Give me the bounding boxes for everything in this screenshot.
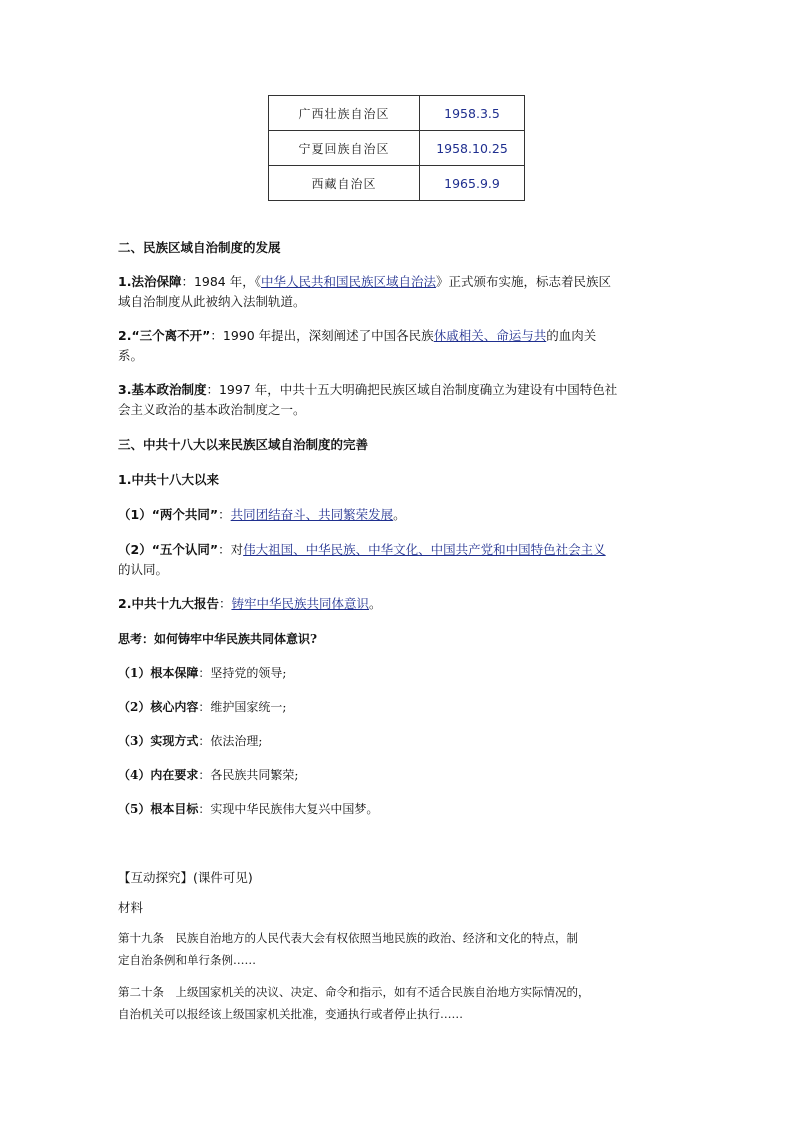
think-item-text: ：依法治理; [198, 734, 263, 748]
three-line2: 系。 [118, 348, 144, 363]
sub-heading-18th: 1.中共十八大以来 [118, 472, 219, 487]
two-commons-link: 共同团结奋斗、共同繁荣发展 [230, 507, 394, 522]
basic-label: 3.基本政治制度 [118, 382, 207, 397]
region-date: 1965.9.9 [420, 166, 525, 201]
think-item-label: （1）根本保障 [118, 666, 199, 680]
material-label: 材料 [118, 900, 144, 915]
region-name: 宁夏回族自治区 [269, 131, 420, 166]
think-item [118, 664, 678, 683]
think-item-text: ：维护国家统一; [198, 700, 287, 714]
table-row [269, 166, 525, 201]
think-item [118, 800, 678, 819]
region-name: 西藏自治区 [269, 166, 420, 201]
report-label: 2.中共十九大报告 [118, 596, 219, 611]
three-text-b: 的血肉关 [546, 328, 597, 343]
table-row [269, 131, 525, 166]
item-19th-report [118, 594, 678, 613]
three-text-a: ：1990 年提出，深刻阐述了中国各民族 [210, 328, 434, 343]
law-label: 1.法治保障 [118, 274, 182, 289]
think-item [118, 698, 678, 717]
think-item-text: ：各民族共同繁荣; [198, 768, 299, 782]
paragraph-basic-system [118, 380, 678, 399]
item-two-commons [118, 505, 678, 524]
article-19-line2: 定自治条例和单行条例…… [118, 953, 256, 967]
report-end: 。 [368, 596, 382, 611]
law-text-a: ：1984 年，《 [181, 274, 261, 289]
law-text-b: 》正式颁布实施，标志着民族区 [436, 274, 612, 289]
think-item-label: （4）内在要求 [118, 768, 199, 782]
two-commons-end: 。 [393, 507, 406, 522]
five-identities-sep: ：对 [218, 542, 244, 557]
three-label: 2.“三个离不开” [118, 328, 211, 343]
think-item-text: ：实现中华民族伟大复兴中国梦。 [198, 802, 379, 816]
think-item-label: （5）根本目标 [118, 802, 199, 816]
basic-text-a: ：1997 年，中共十五大明确把民族区域自治制度确立为建设有中国特色社 [206, 382, 618, 397]
basic-line2: 会主义政治的基本政治制度之一。 [118, 402, 306, 417]
law-line2: 域自治制度从此被纳入法制轨道。 [118, 294, 306, 309]
region-name: 广西壮族自治区 [269, 96, 420, 131]
five-identities-link: 伟大祖国、中华民族、中华文化、中国共产党和中国特色社会主义 [243, 542, 606, 557]
five-identities-label: （2）“五个认同” [118, 542, 219, 557]
article-20-line2: 自治机关可以报经该上级国家机关批准，变通执行或者停止执行…… [118, 1007, 463, 1021]
law-link: 中华人民共和国民族区域自治法 [261, 274, 437, 289]
region-date: 1958.10.25 [420, 131, 525, 166]
section3-heading: 三、中共十八大以来民族区域自治制度的完善 [118, 437, 369, 452]
three-link: 休戚相关、命运与共 [433, 328, 547, 343]
think-question: 思考：如何铸牢中华民族共同体意识? [118, 632, 318, 646]
think-item-label: （2）核心内容 [118, 700, 199, 714]
two-commons-label: （1）“两个共同” [118, 507, 219, 522]
report-sep: ： [218, 596, 232, 611]
two-commons-sep: ： [218, 507, 231, 522]
think-item [118, 766, 678, 785]
article-20-line1: 第二十条 上级国家机关的决议、决定、命令和指示，如有不适合民族自治地方实际情况的， [118, 985, 590, 999]
article-19-line1: 第十九条 民族自治地方的人民代表大会有权依照当地民族的政治、经济和文化的特点，制 [118, 931, 578, 945]
section2-heading: 二、民族区域自治制度的发展 [118, 240, 281, 255]
table-row [269, 96, 525, 131]
think-item-label: （3）实现方式 [118, 734, 199, 748]
region-date: 1958.3.5 [420, 96, 525, 131]
autonomous-region-table [268, 95, 525, 201]
paragraph-three-inseparables [118, 326, 678, 345]
report-link: 铸牢中华民族共同体意识 [231, 596, 369, 611]
paragraph-law [118, 272, 678, 291]
interactive-heading: 【互动探究】(课件可见) [118, 870, 253, 885]
think-item [118, 732, 678, 751]
five-identities-line2: 的认同。 [118, 562, 169, 577]
think-item-text: ：坚持党的领导; [198, 666, 287, 680]
item-five-identities [118, 540, 678, 559]
